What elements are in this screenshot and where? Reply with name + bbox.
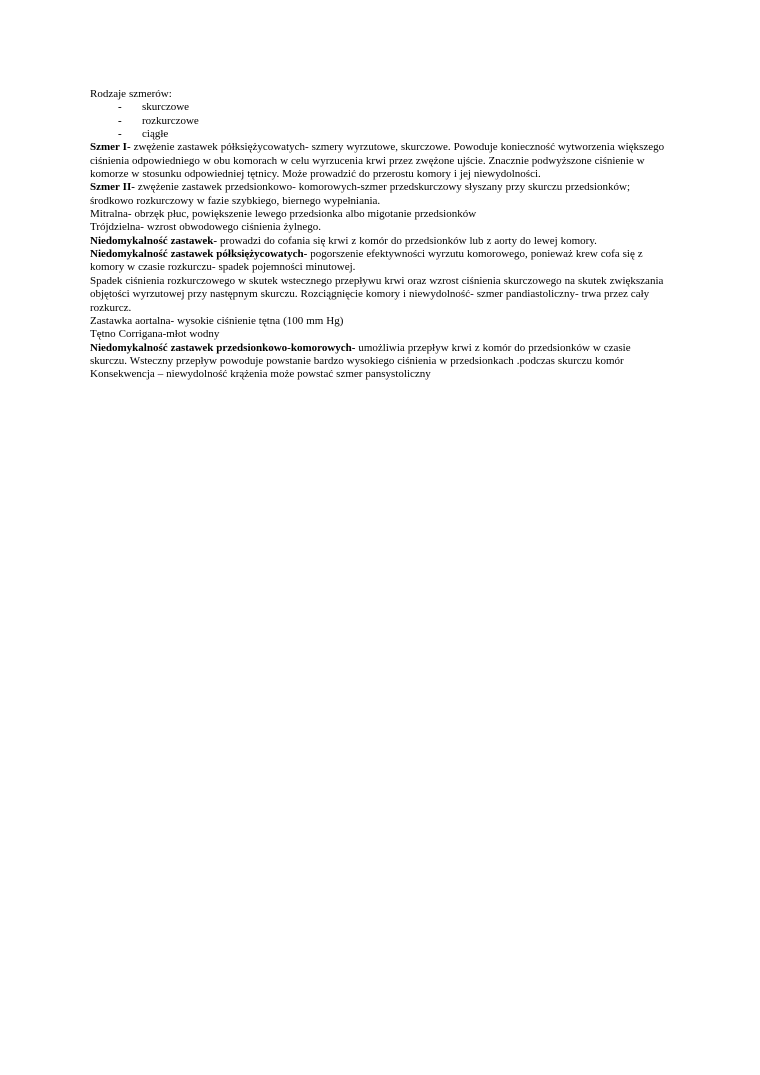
text-run: Niedomykalność zastawek półksiężycowatych-	[90, 248, 308, 261]
text-run: pogorszenie efektywności wyrzutu komorowego, ponieważ krew cofa się z komory w czasie rozkurczu- spadek pojemności minutowej.	[90, 248, 643, 274]
paragraph	[90, 208, 670, 221]
bullet-item	[90, 101, 670, 114]
paragraph	[90, 88, 670, 101]
bullet-text	[142, 115, 199, 128]
paragraph	[90, 181, 670, 208]
text-run: Trójdzielna- wzrost obwodowego ciśnienia żylnego.	[90, 221, 322, 234]
paragraph	[90, 342, 670, 369]
text-run: Konsekwencja – niewydolność krążenia może powstać szmer pansystoliczny	[90, 368, 431, 381]
paragraph	[90, 141, 670, 181]
text-run: rozkurczowe	[142, 114, 199, 127]
paragraph	[90, 248, 670, 275]
bullet-item	[90, 128, 670, 141]
paragraph	[90, 315, 670, 328]
text-run: skurczowe	[142, 101, 190, 114]
bullet-marker: -	[118, 114, 122, 127]
text-run: Zastawka aortalna- wysokie ciśnienie tętna (100 mm Hg)	[90, 314, 344, 327]
text-run: Spadek ciśnienia rozkurczowego w skutek wstecznego przepływu krwi oraz wzrost ciśnienia skurczowego na skutek zwiększania objętości wyrzutowej przy następnym skurczu. Rozciągnięcie komory i niewydolność- szmer pandiastoliczny- trwa przez cały rozkurcz.	[90, 274, 664, 314]
bullet-text	[142, 101, 189, 114]
text-run: Mitralna- obrzęk płuc, powiększenie lewego przedsionka albo migotanie przedsionków	[90, 208, 477, 221]
bullet-text	[142, 128, 168, 141]
bullet-marker: -	[118, 101, 122, 114]
text-run: Szmer I-	[90, 141, 131, 154]
text-run: umożliwia przepływ krwi z komór do przedsionków w czasie skurczu. Wsteczny przepływ powoduje powstanie bardzo wysokiego ciśnienia w przedsionkach .podczas skurczu komór	[90, 341, 631, 367]
paragraph	[90, 328, 670, 341]
bullet-marker: -	[118, 128, 122, 141]
bullet-item	[90, 115, 670, 128]
text-run: Szmer II-	[90, 181, 135, 194]
text-run: Rodzaje szmerów:	[90, 88, 172, 100]
text-run: zwężenie zastawek półksiężycowatych- szmery wyrzutowe, skurczowe. Powoduje konieczność wytworzenia większego ciśnienia odpowiedniego w obu komorach w celu wyrzucenia krwi przez zwężone ujście. Znacznie podwyższone ciśnienie w komorze w stosunku odpowiedniej tętnicy. Może prowadzić do przerostu komory i jej niewydolności.	[90, 141, 665, 181]
paragraph	[90, 235, 670, 248]
text-run: Niedomykalność zastawek-	[90, 234, 218, 247]
paragraph	[90, 368, 670, 381]
text-run: ciągłe	[142, 128, 169, 141]
paragraph	[90, 275, 670, 315]
text-run: zwężenie zastawek przedsionkowo- komorowych-szmer przedskurczowy słyszany przy skurczu przedsionków; środkowo rozkurczowy w fazie szybkiego, biernego wypełniania.	[90, 181, 631, 207]
text-run: Niedomykalność zastawek przedsionkowo-komorowych-	[90, 341, 356, 354]
text-run: Tętno Corrigana-młot wodny	[90, 328, 220, 341]
text-run: prowadzi do cofania się krwi z komór do przedsionków lub z aorty do lewej komory.	[217, 234, 597, 247]
paragraph	[90, 221, 670, 234]
document-content	[90, 88, 670, 382]
